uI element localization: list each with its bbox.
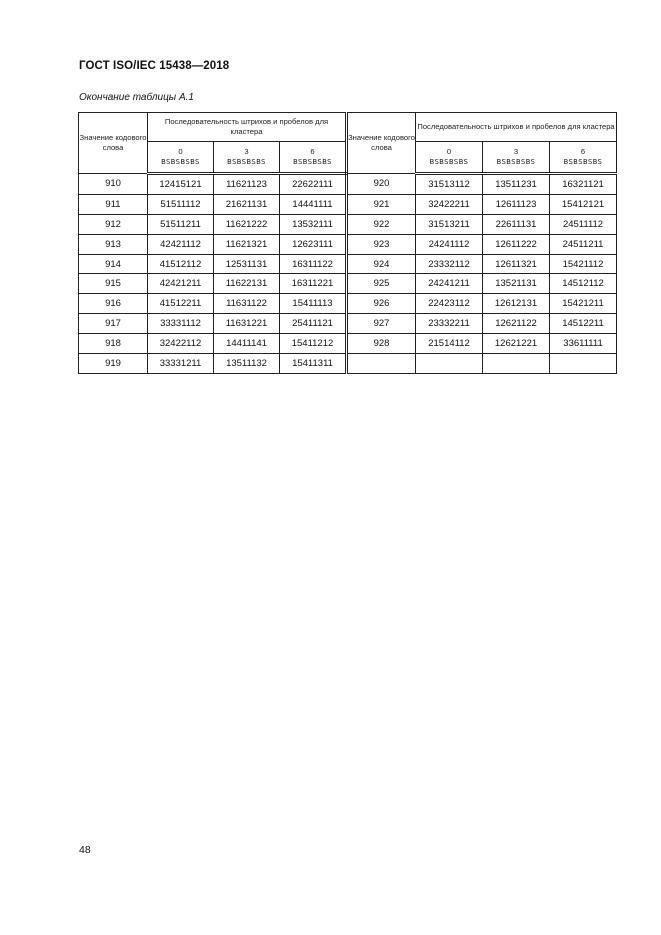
sequence-cell: 13511231 [483, 174, 550, 195]
header-codeword-value-left: Значение кодового слова [79, 113, 148, 174]
sequence-cell: 42421112 [148, 234, 214, 254]
table-caption: Окончание таблицы А.1 [79, 92, 194, 103]
header-sequence-right: Последовательность штрихов и пробелов для кластера [416, 113, 617, 142]
sequence-cell: 31513211 [416, 214, 483, 234]
sequence-cell: 24511211 [550, 234, 617, 254]
sequence-cell: 16321121 [550, 174, 617, 195]
sequence-cell: 15411212 [280, 334, 347, 354]
header-cluster-6-left: 6 BSBSBSBS [280, 142, 347, 174]
codeword-value-cell: 917 [79, 314, 148, 334]
sequence-cell: 24511112 [550, 214, 617, 234]
sequence-cell: 12611321 [483, 254, 550, 274]
sequence-cell: 31513112 [416, 174, 483, 195]
codeword-value-cell: 920 [347, 174, 416, 195]
table-row [79, 174, 617, 195]
code-table [78, 112, 617, 374]
sequence-cell: 11622131 [214, 274, 280, 294]
sequence-cell: 24241112 [416, 234, 483, 254]
codeword-value-cell: 924 [347, 254, 416, 274]
table-row [79, 334, 617, 354]
sequence-cell: 15412121 [550, 194, 617, 214]
table-row [79, 254, 617, 274]
sequence-cell: 21514112 [416, 334, 483, 354]
header-cluster-0-right: 0 BSBSBSBS [416, 142, 483, 174]
codeword-value-cell: 925 [347, 274, 416, 294]
header-codeword-value-right: Значение кодового слова [347, 113, 416, 174]
sequence-cell: 23332211 [416, 314, 483, 334]
sequence-cell: 16311221 [280, 274, 347, 294]
codeword-value-cell: 922 [347, 214, 416, 234]
sequence-cell: 23332112 [416, 254, 483, 274]
table-row [79, 354, 617, 374]
sequence-cell: 12612131 [483, 294, 550, 314]
sequence-cell: 33331211 [148, 354, 214, 374]
codeword-value-cell: 910 [79, 174, 148, 195]
sequence-cell: 16311122 [280, 254, 347, 274]
header-cluster-3-left: 3 BSBSBSBS [214, 142, 280, 174]
codeword-value-cell: 913 [79, 234, 148, 254]
sequence-cell: 15411311 [280, 354, 347, 374]
sequence-cell: 11621222 [214, 214, 280, 234]
table-row [79, 274, 617, 294]
sequence-cell: 12531131 [214, 254, 280, 274]
sequence-cell: 33331112 [148, 314, 214, 334]
sequence-cell: 11631221 [214, 314, 280, 334]
table-row [79, 234, 617, 254]
sequence-cell [483, 354, 550, 374]
sequence-cell [550, 354, 617, 374]
sequence-cell: 24241211 [416, 274, 483, 294]
sequence-cell: 14512211 [550, 314, 617, 334]
sequence-cell: 22622111 [280, 174, 347, 195]
sequence-cell: 11621123 [214, 174, 280, 195]
sequence-cell: 13521131 [483, 274, 550, 294]
sequence-cell: 15411113 [280, 294, 347, 314]
codeword-value-cell: 915 [79, 274, 148, 294]
codeword-value-cell: 928 [347, 334, 416, 354]
table-row [79, 194, 617, 214]
sequence-cell: 21621131 [214, 194, 280, 214]
sequence-cell: 32422211 [416, 194, 483, 214]
header-sequence-left: Последовательность штрихов и пробелов для кластера [148, 113, 347, 142]
sequence-cell: 14512112 [550, 274, 617, 294]
codeword-value-cell: 912 [79, 214, 148, 234]
header-cluster-0-left: 0 BSBSBSBS [148, 142, 214, 174]
sequence-cell: 25411121 [280, 314, 347, 334]
codeword-value-cell: 926 [347, 294, 416, 314]
sequence-cell: 41512211 [148, 294, 214, 314]
codeword-value-cell: 919 [79, 354, 148, 374]
sequence-cell: 15421112 [550, 254, 617, 274]
codeword-value-cell: 916 [79, 294, 148, 314]
table-row [79, 214, 617, 234]
table-body [79, 174, 617, 374]
sequence-cell: 12621221 [483, 334, 550, 354]
sequence-cell: 42421211 [148, 274, 214, 294]
sequence-cell: 12611123 [483, 194, 550, 214]
codeword-value-cell [347, 354, 416, 374]
sequence-cell: 12611222 [483, 234, 550, 254]
sequence-cell: 22423112 [416, 294, 483, 314]
sequence-cell: 33611111 [550, 334, 617, 354]
header-cluster-6-right: 6 BSBSBSBS [550, 142, 617, 174]
codeword-value-cell: 927 [347, 314, 416, 334]
sequence-cell [416, 354, 483, 374]
codeword-value-cell: 923 [347, 234, 416, 254]
sequence-cell: 12415121 [148, 174, 214, 195]
page-number: 48 [79, 844, 91, 856]
sequence-cell: 13511132 [214, 354, 280, 374]
table-row [79, 294, 617, 314]
sequence-cell: 14441111 [280, 194, 347, 214]
sequence-cell: 41512112 [148, 254, 214, 274]
sequence-cell: 11621321 [214, 234, 280, 254]
sequence-cell: 51511112 [148, 194, 214, 214]
sequence-cell: 12621122 [483, 314, 550, 334]
sequence-cell: 14411141 [214, 334, 280, 354]
document-header: ГОСТ ISO/IEC 15438—2018 [79, 60, 230, 72]
codeword-value-cell: 918 [79, 334, 148, 354]
table-row [79, 314, 617, 334]
sequence-cell: 51511211 [148, 214, 214, 234]
codeword-value-cell: 911 [79, 194, 148, 214]
sequence-cell: 32422112 [148, 334, 214, 354]
sequence-cell: 13532111 [280, 214, 347, 234]
sequence-cell: 11631122 [214, 294, 280, 314]
codeword-value-cell: 921 [347, 194, 416, 214]
sequence-cell: 22611131 [483, 214, 550, 234]
header-cluster-3-right: 3 BSBSBSBS [483, 142, 550, 174]
sequence-cell: 15421211 [550, 294, 617, 314]
codeword-value-cell: 914 [79, 254, 148, 274]
sequence-cell: 12623111 [280, 234, 347, 254]
